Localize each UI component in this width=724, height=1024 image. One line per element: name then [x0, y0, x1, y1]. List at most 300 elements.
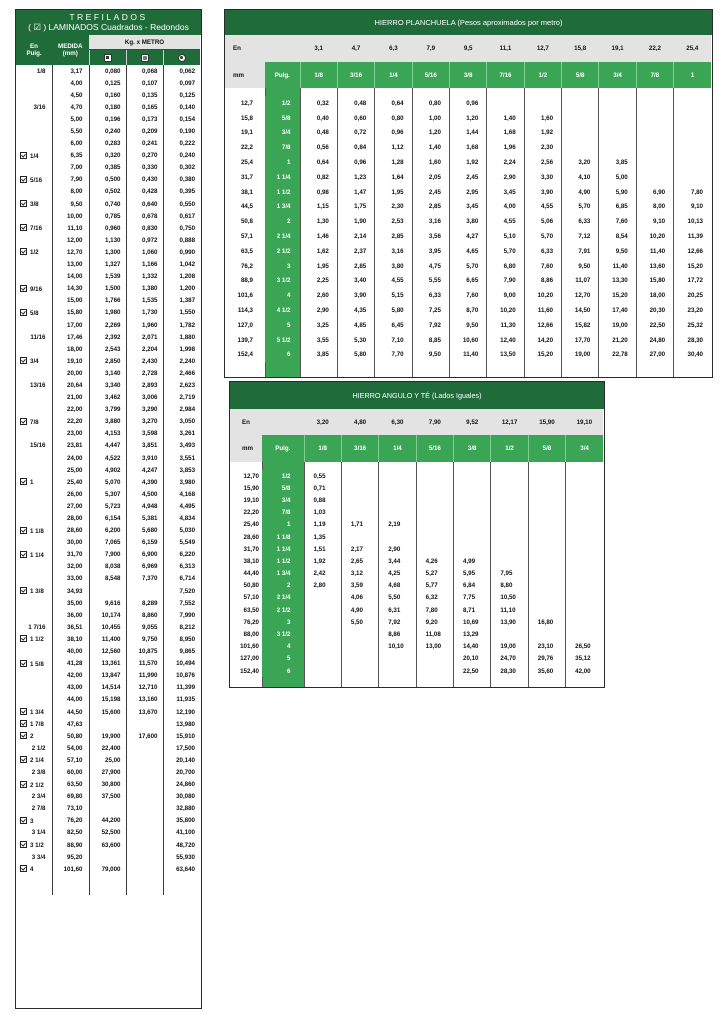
value-cell: 8,85: [412, 333, 449, 348]
value-cell: [341, 653, 378, 665]
checkbox-icon: [20, 152, 27, 159]
value-cell: 1,44: [449, 126, 486, 141]
checkbox-icon: [20, 224, 27, 231]
tail-cell: [449, 362, 486, 377]
value-cell: 2,623: [163, 379, 200, 391]
value-cell: 63,50: [52, 779, 89, 791]
value-cell: [454, 543, 491, 555]
value-cell: 4,522: [89, 452, 126, 464]
table-row: [16, 646, 200, 658]
value-cell: [566, 568, 603, 580]
value-cell: [454, 519, 491, 531]
value-cell: 11,10: [52, 222, 89, 234]
table-row: [225, 185, 711, 200]
value-cell: 11,935: [163, 694, 200, 706]
table-row: [16, 404, 200, 416]
value-cell: 1,03: [304, 507, 341, 519]
pulg-cell: [16, 500, 52, 512]
value-cell: 20,700: [163, 766, 200, 778]
value-cell: [89, 585, 126, 597]
tail-row: [225, 362, 711, 377]
value-cell: 42,00: [566, 665, 603, 677]
value-cell: 15,20: [524, 348, 561, 363]
pulg-cell: [16, 621, 52, 633]
value-cell: 5,030: [163, 525, 200, 537]
pulg-cell: 2 1/4: [262, 592, 304, 604]
value-cell: 22,78: [599, 348, 636, 363]
value-cell: 7,80: [416, 604, 453, 616]
table-row: [16, 331, 200, 343]
value-cell: 0,125: [89, 77, 126, 89]
planchuela-mm-col-header: 19,1: [611, 45, 624, 52]
pulg-cell: [16, 234, 52, 246]
angulo-pulg-col-header: 1/2: [491, 435, 528, 462]
tail-cell: [454, 677, 491, 687]
value-cell: 2,850: [89, 355, 126, 367]
value-cell: 1,15: [300, 200, 337, 215]
value-cell: 5,50: [341, 616, 378, 628]
table-row: [225, 126, 711, 141]
pulg-cell: 3/4: [262, 494, 304, 506]
value-cell: 8,71: [454, 604, 491, 616]
pulg-value: 1 1/2: [30, 636, 44, 644]
value-cell: 3,980: [163, 476, 200, 488]
pulg-cell: [16, 839, 52, 851]
value-cell: [562, 111, 599, 126]
value-cell: 7,60: [449, 288, 486, 303]
table-row: [230, 555, 603, 567]
pulg-cell: 6: [262, 665, 304, 677]
mm-cell: 152,40: [240, 667, 259, 675]
tail-cell: [341, 677, 378, 687]
pulg-value: 4: [30, 866, 34, 874]
table-row: [230, 604, 603, 616]
angulo-mm-col-header: 15,90: [539, 418, 555, 426]
value-cell: 2,45: [412, 185, 449, 200]
value-cell: 0,180: [89, 101, 126, 113]
value-cell: 13,00: [416, 641, 453, 653]
tail-cell: [566, 677, 603, 687]
value-cell: 0,82: [300, 170, 337, 185]
pulg-cell: [16, 525, 52, 537]
table-row: [16, 210, 200, 222]
value-cell: 24,80: [636, 333, 673, 348]
value-cell: [528, 482, 565, 494]
value-cell: [454, 470, 491, 482]
table-row: [225, 333, 711, 348]
value-cell: 1,47: [337, 185, 374, 200]
value-cell: [562, 140, 599, 155]
value-cell: 3,80: [375, 259, 412, 274]
value-cell: 8,54: [599, 229, 636, 244]
value-cell: [341, 507, 378, 519]
value-cell: [379, 665, 416, 677]
value-cell: 9,50: [52, 198, 89, 210]
value-cell: 17,72: [674, 274, 711, 289]
angulo-mm-col-header: 4,80: [354, 418, 367, 426]
value-cell: 2,90: [379, 543, 416, 555]
value-cell: 32,00: [52, 561, 89, 573]
spacer-cell: [454, 462, 491, 470]
value-cell: 10,60: [449, 333, 486, 348]
value-cell: 13,29: [454, 628, 491, 640]
value-cell: 22,50: [636, 318, 673, 333]
table-row: [16, 815, 200, 827]
value-cell: 0,240: [163, 150, 200, 162]
table-row: [16, 742, 200, 754]
planchuela-pulg-col-header: 1: [674, 62, 711, 88]
value-cell: 8,86: [524, 274, 561, 289]
value-cell: [341, 482, 378, 494]
pulg-value: 1 3/4: [30, 709, 44, 717]
value-cell: 20,30: [636, 303, 673, 318]
value-cell: 23,00: [52, 428, 89, 440]
pulg-cell: 1 1/2: [265, 185, 300, 200]
value-cell: 11,10: [491, 604, 528, 616]
tail-cell: [674, 362, 711, 377]
pulg-cell: [16, 488, 52, 500]
table-row: [16, 658, 200, 670]
value-cell: [636, 126, 673, 141]
table-row: [16, 101, 200, 113]
value-cell: 5,70: [487, 244, 524, 259]
value-cell: 0,96: [375, 126, 412, 141]
value-cell: 4,153: [89, 428, 126, 440]
angulo-table: [230, 409, 603, 687]
planchuela-pulg-col-header: 3/8: [449, 62, 486, 88]
value-cell: 47,63: [52, 718, 89, 730]
pulg-cell: [16, 210, 52, 222]
pulg-cell: [16, 367, 52, 379]
table-row: [16, 718, 200, 730]
value-cell: 11,39: [674, 229, 711, 244]
value-cell: 4,902: [89, 464, 126, 476]
value-cell: [416, 531, 453, 543]
value-cell: 1,23: [337, 170, 374, 185]
pulg-cell: 5/8: [265, 111, 300, 126]
value-cell: 6,33: [524, 244, 561, 259]
value-cell: 6,45: [375, 318, 412, 333]
value-cell: 11,990: [126, 670, 163, 682]
value-cell: 4,948: [126, 500, 163, 512]
value-cell: 3,270: [126, 416, 163, 428]
value-cell: 3,12: [341, 568, 378, 580]
checkbox-icon: [20, 527, 27, 534]
value-cell: 10,174: [89, 609, 126, 621]
pulg-value: 1 7/16: [28, 623, 46, 631]
value-cell: 2,05: [412, 170, 449, 185]
planchuela-table-panel: [224, 9, 713, 378]
value-cell: 43,00: [52, 682, 89, 694]
value-cell: 0,320: [89, 150, 126, 162]
pulg-cell: [16, 658, 52, 670]
value-cell: 44,200: [89, 815, 126, 827]
pulg-cell: [16, 851, 52, 863]
value-cell: 7,75: [454, 592, 491, 604]
value-cell: 0,385: [89, 162, 126, 174]
tail-row: [230, 677, 603, 687]
value-cell: 63,600: [89, 839, 126, 851]
value-cell: 21,20: [599, 333, 636, 348]
mm-cell: 88,9: [240, 277, 253, 285]
value-cell: 20,140: [163, 754, 200, 766]
value-cell: 16,80: [528, 616, 565, 628]
pulg-cell: [16, 428, 52, 440]
table-row: [16, 754, 200, 766]
table-row: [16, 537, 200, 549]
mm-cell: 152,4: [237, 351, 253, 359]
value-cell: 5,381: [126, 512, 163, 524]
table-row: [16, 609, 200, 621]
pulg-cell: [16, 464, 52, 476]
value-cell: [674, 140, 711, 155]
table-row: [16, 246, 200, 258]
pulg-cell: [16, 633, 52, 645]
value-cell: 3,16: [412, 214, 449, 229]
value-cell: 19,900: [89, 730, 126, 742]
table-row: [16, 464, 200, 476]
value-cell: 73,10: [52, 803, 89, 815]
value-cell: 9,50: [599, 244, 636, 259]
value-cell: [566, 580, 603, 592]
angulo-mm-col-header: 9,52: [466, 418, 479, 426]
angulo-mm-col-header: 3,20: [316, 418, 329, 426]
value-cell: 28,30: [491, 665, 528, 677]
value-cell: 26,50: [566, 641, 603, 653]
pulg-cell: 2: [265, 214, 300, 229]
pulg-cell: [16, 549, 52, 561]
value-cell: 2,719: [163, 392, 200, 404]
table-row: [16, 633, 200, 645]
value-cell: 1,71: [341, 519, 378, 531]
value-cell: [487, 96, 524, 111]
table-row: [230, 653, 603, 665]
value-cell: [528, 470, 565, 482]
value-cell: [491, 531, 528, 543]
table-row: [16, 319, 200, 331]
pulg-cell: 1 3/4: [262, 568, 304, 580]
value-cell: 1,766: [89, 295, 126, 307]
value-cell: [528, 555, 565, 567]
value-cell: 3,20: [562, 155, 599, 170]
value-cell: 0,80: [412, 96, 449, 111]
spacer-cell: [337, 88, 374, 96]
value-cell: 7,70: [375, 348, 412, 363]
square-shape-icon: [104, 54, 112, 62]
value-cell: 28,60: [52, 525, 89, 537]
pulg-cell: [16, 65, 52, 77]
value-cell: 3,85: [599, 155, 636, 170]
value-cell: 6,80: [487, 259, 524, 274]
value-cell: 0,380: [163, 174, 200, 186]
value-cell: 0,96: [337, 155, 374, 170]
pulg-cell: 3: [262, 616, 304, 628]
value-cell: 3,006: [126, 392, 163, 404]
table-row: [16, 222, 200, 234]
pulg-value: 7/8: [30, 418, 39, 426]
planchuela-pulg-col-header: 3/4: [599, 62, 636, 88]
value-cell: 19,00: [562, 348, 599, 363]
value-cell: 2,45: [449, 170, 486, 185]
value-cell: 1,30: [300, 214, 337, 229]
pulg-cell: 1 1/4: [262, 543, 304, 555]
pulg-cell: 6: [265, 348, 300, 363]
pulg-cell: 2 1/4: [265, 229, 300, 244]
value-cell: [454, 531, 491, 543]
value-cell: 7,90: [52, 174, 89, 186]
value-cell: [562, 126, 599, 141]
value-cell: 1,380: [126, 283, 163, 295]
value-cell: [304, 653, 341, 665]
value-cell: 3,40: [337, 274, 374, 289]
planchuela-pulg-col-header: 5/16: [412, 62, 449, 88]
value-cell: 10,10: [379, 641, 416, 653]
value-cell: [304, 641, 341, 653]
value-cell: 6,33: [412, 288, 449, 303]
checkbox-icon: [20, 176, 27, 183]
value-cell: 13,90: [491, 616, 528, 628]
value-cell: 6,90: [636, 185, 673, 200]
value-cell: 12,710: [126, 682, 163, 694]
value-cell: 0,32: [300, 96, 337, 111]
pulg-cell: 5: [262, 653, 304, 665]
planchuela-mm-col-header: 12,7: [536, 45, 549, 52]
pulg-cell: [16, 343, 52, 355]
angulo-pulg-col-header: 1/8: [304, 435, 341, 462]
value-cell: [566, 555, 603, 567]
table-row: [230, 494, 603, 506]
checkbox-icon: [20, 551, 27, 558]
value-cell: 1,35: [304, 531, 341, 543]
value-cell: 26,00: [52, 488, 89, 500]
mm-cell: 25,4: [240, 159, 253, 167]
value-cell: 19,00: [599, 318, 636, 333]
value-cell: 1,20: [412, 126, 449, 141]
table-row: [16, 670, 200, 682]
table-row: [16, 416, 200, 428]
planchuela-pulg-col-header: 5/8: [562, 62, 599, 88]
mm-cell: 76,2: [240, 262, 253, 270]
value-cell: 6,00: [52, 138, 89, 150]
value-cell: 8,289: [126, 597, 163, 609]
value-cell: 5,307: [89, 488, 126, 500]
value-cell: 3,799: [89, 404, 126, 416]
pulg-cell: 2: [262, 580, 304, 592]
value-cell: 5,70: [449, 259, 486, 274]
table-row: [230, 641, 603, 653]
spacer-cell: [416, 462, 453, 470]
value-cell: 13,00: [52, 259, 89, 271]
value-cell: 0,60: [337, 111, 374, 126]
value-cell: 21,00: [52, 392, 89, 404]
table-row: [225, 96, 711, 111]
value-cell: 24,860: [163, 779, 200, 791]
mm-cell: 38,10: [243, 557, 259, 565]
value-cell: 5,27: [416, 568, 453, 580]
checkbox-icon: [20, 200, 27, 207]
value-cell: 0,140: [163, 101, 200, 113]
angulo-mm-col-header: 6,30: [391, 418, 404, 426]
value-cell: [566, 470, 603, 482]
value-cell: 22,20: [52, 416, 89, 428]
value-cell: 2,85: [375, 229, 412, 244]
value-cell: 2,37: [337, 244, 374, 259]
table-row: [16, 89, 200, 101]
value-cell: 7,370: [126, 573, 163, 585]
value-cell: 3,95: [412, 244, 449, 259]
value-cell: 3,17: [52, 65, 89, 77]
value-cell: [491, 543, 528, 555]
value-cell: 8,80: [491, 580, 528, 592]
value-cell: [636, 155, 673, 170]
filler-cell: [163, 875, 200, 895]
value-cell: 4,00: [52, 77, 89, 89]
value-cell: [304, 616, 341, 628]
value-cell: 6,159: [126, 537, 163, 549]
value-cell: 3,880: [89, 416, 126, 428]
table-row: [225, 348, 711, 363]
value-cell: 14,30: [52, 283, 89, 295]
value-cell: 0,209: [126, 125, 163, 137]
planchuela-pulg-col-header: 1/4: [375, 62, 412, 88]
value-cell: 8,950: [163, 633, 200, 645]
value-cell: 0,196: [89, 113, 126, 125]
value-cell: 3,853: [163, 464, 200, 476]
value-cell: 13,980: [163, 718, 200, 730]
value-cell: [636, 140, 673, 155]
value-cell: 17,46: [52, 331, 89, 343]
angulo-title: HIERRO ANGULO Y TÉ (Lados Iguales): [230, 382, 604, 409]
value-cell: 0,135: [126, 89, 163, 101]
pulg-value: 3/8: [30, 201, 39, 209]
value-cell: 6,32: [416, 592, 453, 604]
pulg-value: 1 5/8: [30, 660, 44, 668]
planchuela-label-en: En: [233, 45, 241, 52]
value-cell: 1,60: [412, 155, 449, 170]
value-cell: 7,065: [89, 537, 126, 549]
value-cell: 6,220: [163, 549, 200, 561]
angulo-pulg-col-header: 5/16: [416, 435, 453, 462]
value-cell: 13,847: [89, 670, 126, 682]
value-cell: 0,71: [304, 482, 341, 494]
value-cell: 0,270: [126, 150, 163, 162]
value-cell: 0,972: [126, 234, 163, 246]
table-row: [16, 234, 200, 246]
value-cell: 2,392: [89, 331, 126, 343]
value-cell: 2,30: [375, 200, 412, 215]
value-cell: 42,00: [52, 670, 89, 682]
value-cell: 3,16: [375, 244, 412, 259]
spacer-cell: [230, 462, 262, 470]
value-cell: [126, 839, 163, 851]
spacer-cell: [304, 462, 341, 470]
value-cell: 0,40: [300, 111, 337, 126]
value-cell: [304, 604, 341, 616]
value-cell: 13,60: [636, 259, 673, 274]
pulg-cell: [16, 718, 52, 730]
value-cell: 1,880: [163, 331, 200, 343]
value-cell: [454, 482, 491, 494]
trefilados-table: [16, 35, 200, 895]
value-cell: 5,723: [89, 500, 126, 512]
value-cell: 0,154: [163, 113, 200, 125]
value-cell: 8,70: [449, 303, 486, 318]
value-cell: 1,730: [126, 307, 163, 319]
value-cell: 4,35: [337, 303, 374, 318]
table-row: [16, 174, 200, 186]
checkbox-icon: [20, 357, 27, 364]
tail-cell: [300, 362, 337, 377]
